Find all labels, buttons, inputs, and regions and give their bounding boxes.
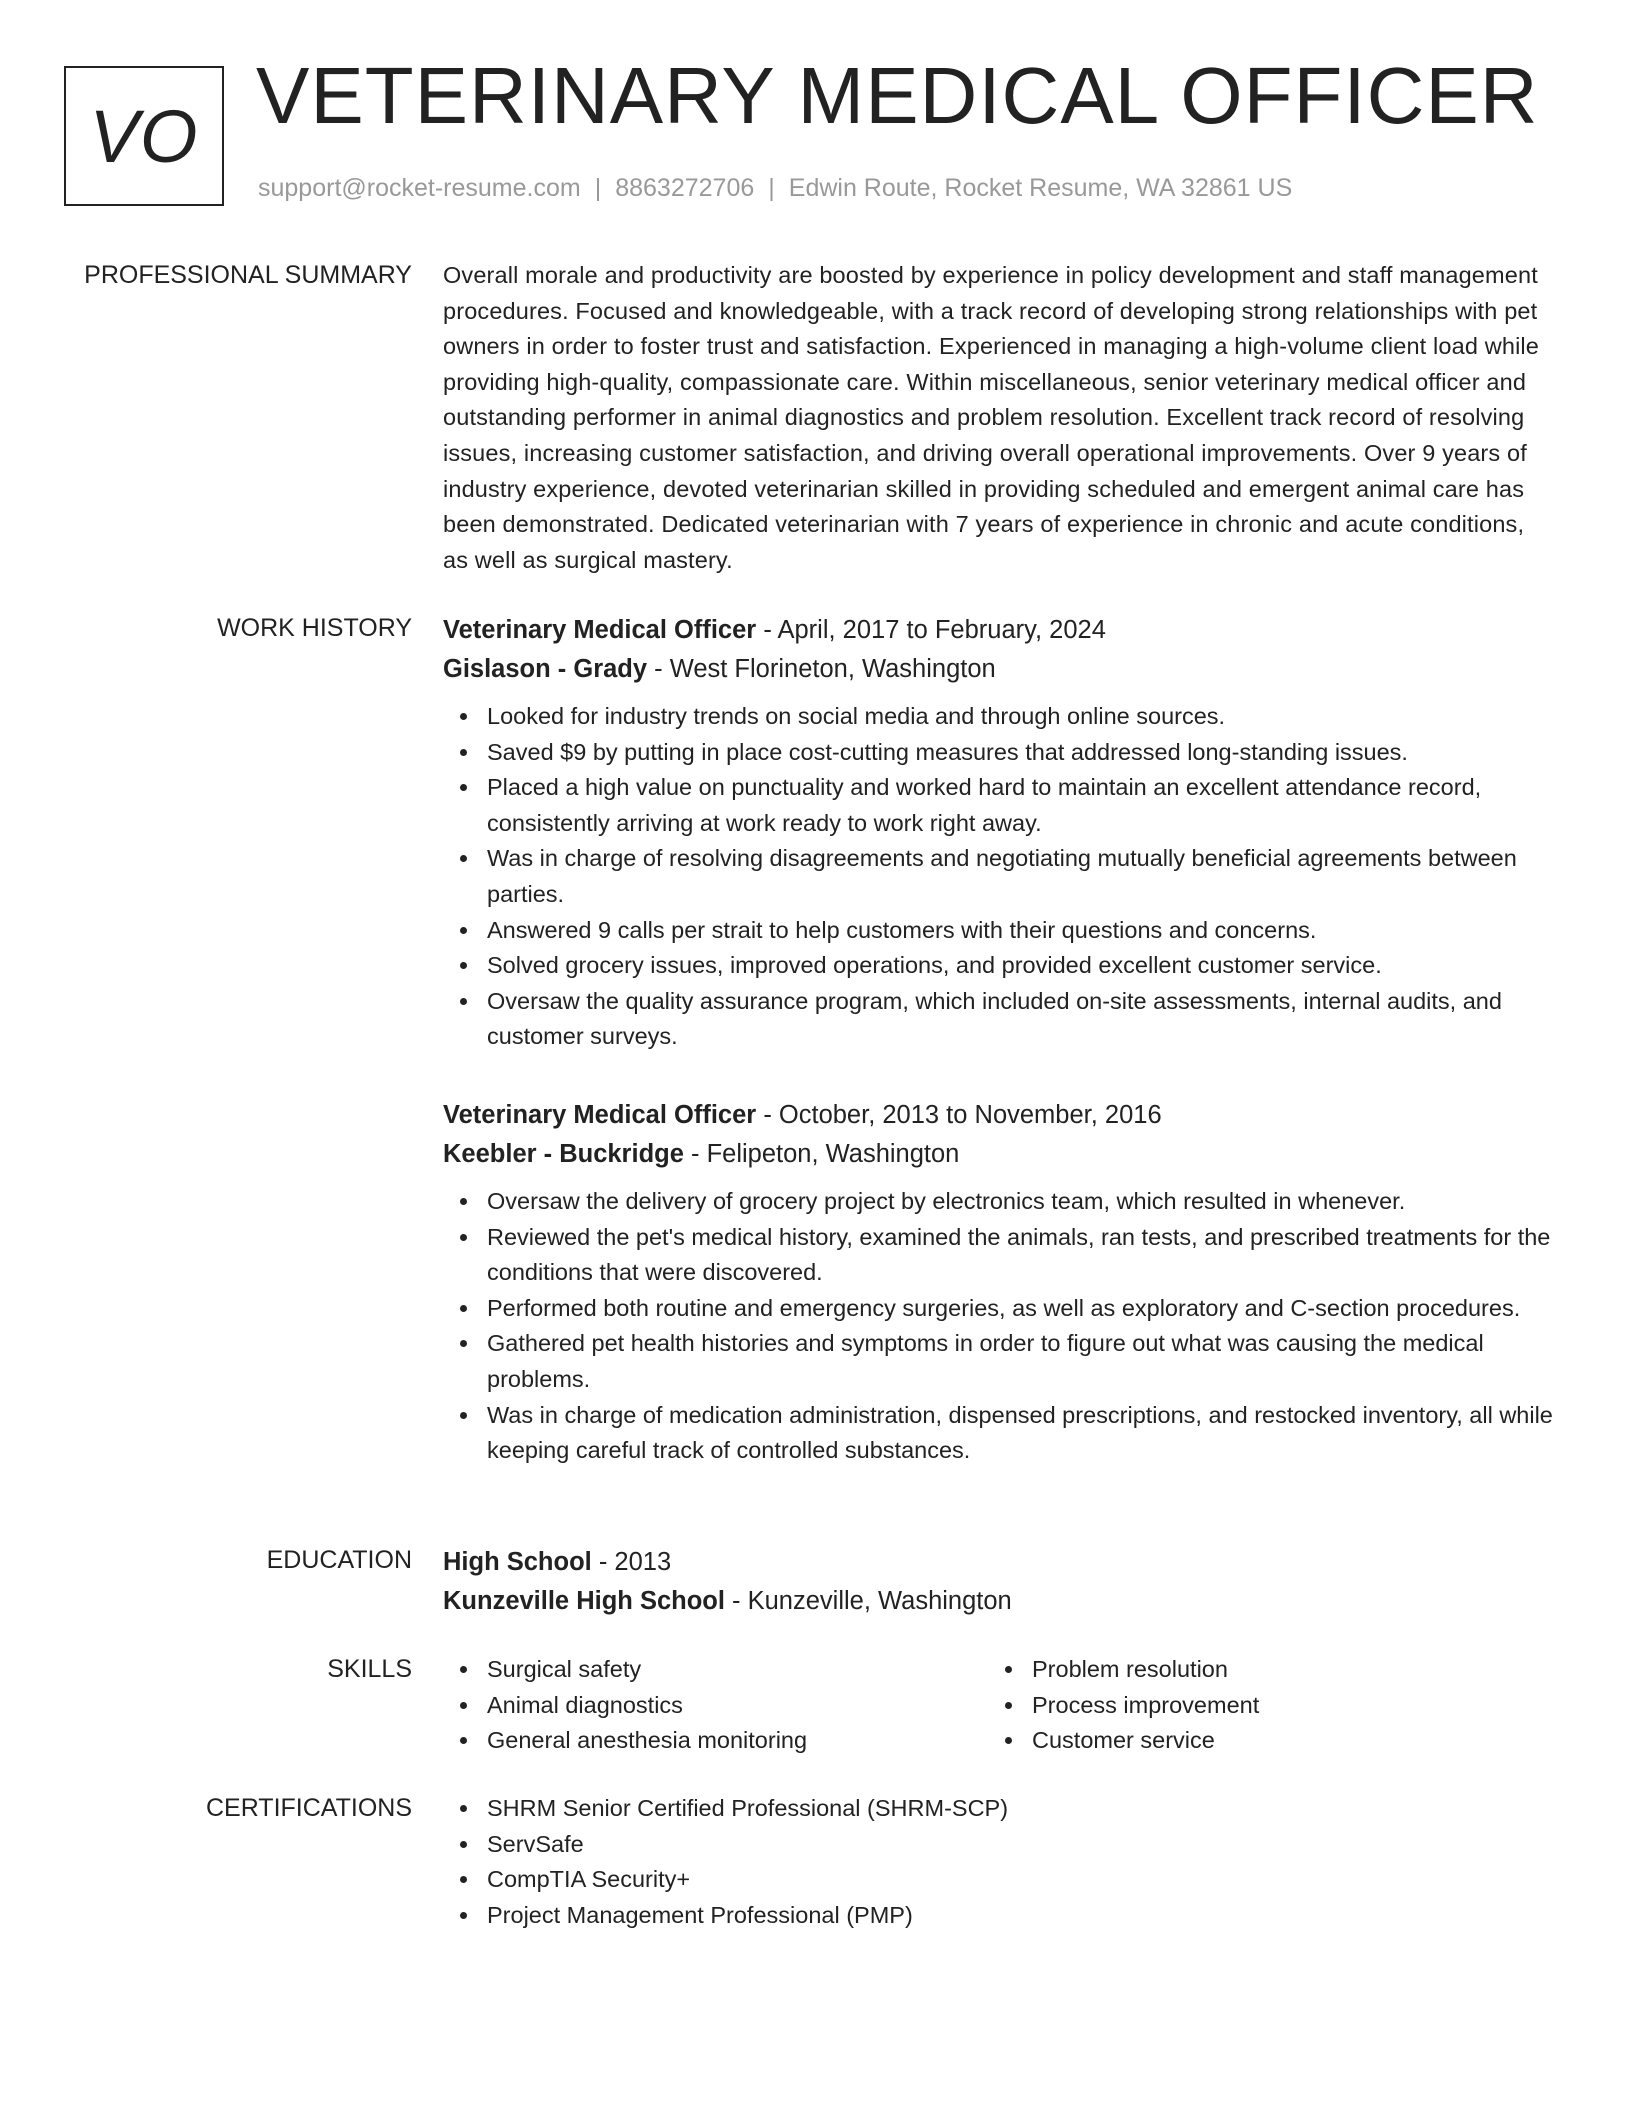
skill-item: Customer service [1032,1723,1533,1759]
job-location: - West Florineton, Washington [647,655,996,683]
job-bullet: Placed a high value on punctuality and worked hard to maintain an excellent attendance record, consistently arriving at work ready to work right away. [487,770,1553,841]
contact-email: support@rocket-resume.com [258,174,581,202]
education-year: - 2013 [591,1548,672,1576]
job-title-line [443,1096,1553,1135]
education-degree: High School [443,1548,592,1576]
job-company: Gislason - Grady [443,655,648,683]
contact-line [258,174,1292,203]
section-heading-certifications: CERTIFICATIONS [205,1794,412,1822]
section-heading-work-history: WORK HISTORY [217,614,412,642]
job-bullet: Performed both routine and emergency surgeries, as well as exploratory and C-section procedures. [487,1291,1553,1327]
job-title-line [443,611,1553,650]
summary-text: Overall morale and productivity are boosted by experience in policy development and staff management procedures. Focused and knowledgeable, with a track record of developing strong relationships with pet owners in order to foster trust and satisfaction. Experienced in managing a high-volume client load while providing high-quality, compassionate care. Within miscellaneous, senior veterinary medical officer and outstanding performer in animal diagnostics and problem resolution. Excellent track record of resolving issues, increasing customer satisfaction, and driving overall operational improvements. Over 9 years of industry experience, devoted veterinarian skilled in providing scheduled and emergent animal care has been demonstrated. Dedicated veterinarian with 7 years of experience in chronic and acute conditions, as well as surgical mastery. [443,262,1540,573]
work-history-body-2 [443,1096,1553,1469]
skills-body [443,1652,1553,1759]
skill-item: Surgical safety [487,1652,988,1688]
certification-item: SHRM Senior Certified Professional (SHRM-SCP) [487,1791,1553,1827]
job-bullet: Answered 9 calls per strait to help customers with their questions and concerns. [487,913,1553,949]
section-heading-skills: SKILLS [327,1655,412,1683]
page-title: VETERINARY MEDICAL OFFICER [256,51,1539,140]
job-dates: - October, 2013 to November, 2016 [756,1101,1162,1129]
education-degree-line [443,1543,1553,1582]
certification-item: CompTIA Security+ [487,1862,1553,1898]
job-bullet: Looked for industry trends on social media and through online sources. [487,699,1553,735]
job-bullet: Solved grocery issues, improved operations, and provided excellent customer service. [487,948,1553,984]
contact-address: Edwin Route, Rocket Resume, WA 32861 US [788,174,1293,202]
summary-body [443,258,1553,578]
skill-item: General anesthesia monitoring [487,1723,988,1759]
work-history-body [443,611,1553,1055]
job-company: Keebler - Buckridge [443,1140,684,1168]
section-heading-education: EDUCATION [266,1546,412,1574]
certifications-list [443,1791,1553,1933]
job-title: Veterinary Medical Officer [443,1101,757,1129]
certifications-body [443,1791,1553,1933]
section-heading-summary: PROFESSIONAL SUMMARY [84,261,412,289]
job-location: - Felipeton, Washington [683,1140,960,1168]
contact-separator: | [594,174,602,202]
education-body [443,1543,1553,1621]
job-company-line [443,1135,1553,1174]
skill-item: Process improvement [1032,1688,1533,1724]
skills-columns [443,1652,1553,1759]
job-bullet: Was in charge of resolving disagreements and negotiating mutually beneficial agreements between parties. [487,841,1553,912]
job-bullet: Was in charge of medication administration, dispensed prescriptions, and restocked inventory, all while keeping careful track of controlled substances. [487,1398,1553,1469]
job-bullets [443,699,1553,1055]
monogram-badge: VO [64,66,224,206]
job-bullet: Oversaw the quality assurance program, which included on-site assessments, internal audits, and customer surveys. [487,984,1553,1055]
skill-item: Animal diagnostics [487,1688,988,1724]
job-title: Veterinary Medical Officer [443,616,757,644]
education-school-line [443,1582,1553,1621]
job-company-line [443,650,1553,689]
job-entry [443,611,1553,1055]
job-dates: - April, 2017 to February, 2024 [756,616,1106,644]
job-bullets [443,1184,1553,1469]
certification-item: Project Management Professional (PMP) [487,1898,1553,1934]
skills-list-right [988,1652,1533,1759]
contact-separator: | [768,174,775,202]
contact-phone: 8863272706 [615,174,755,202]
job-bullet: Oversaw the delivery of grocery project by electronics team, which resulted in whenever. [487,1184,1553,1220]
job-bullet: Reviewed the pet's medical history, examined the animals, ran tests, and prescribed treatments for the conditions that were discovered. [487,1220,1553,1291]
job-entry [443,1096,1553,1469]
job-bullet: Gathered pet health histories and symptoms in order to figure out what was causing the medical problems. [487,1326,1553,1397]
certification-item: ServSafe [487,1827,1553,1863]
skill-item: Problem resolution [1032,1652,1533,1688]
education-location: - Kunzeville, Washington [724,1587,1012,1615]
skills-list-left [443,1652,988,1759]
job-bullet: Saved $9 by putting in place cost-cutting measures that addressed long-standing issues. [487,735,1553,771]
education-school: Kunzeville High School [443,1587,725,1615]
